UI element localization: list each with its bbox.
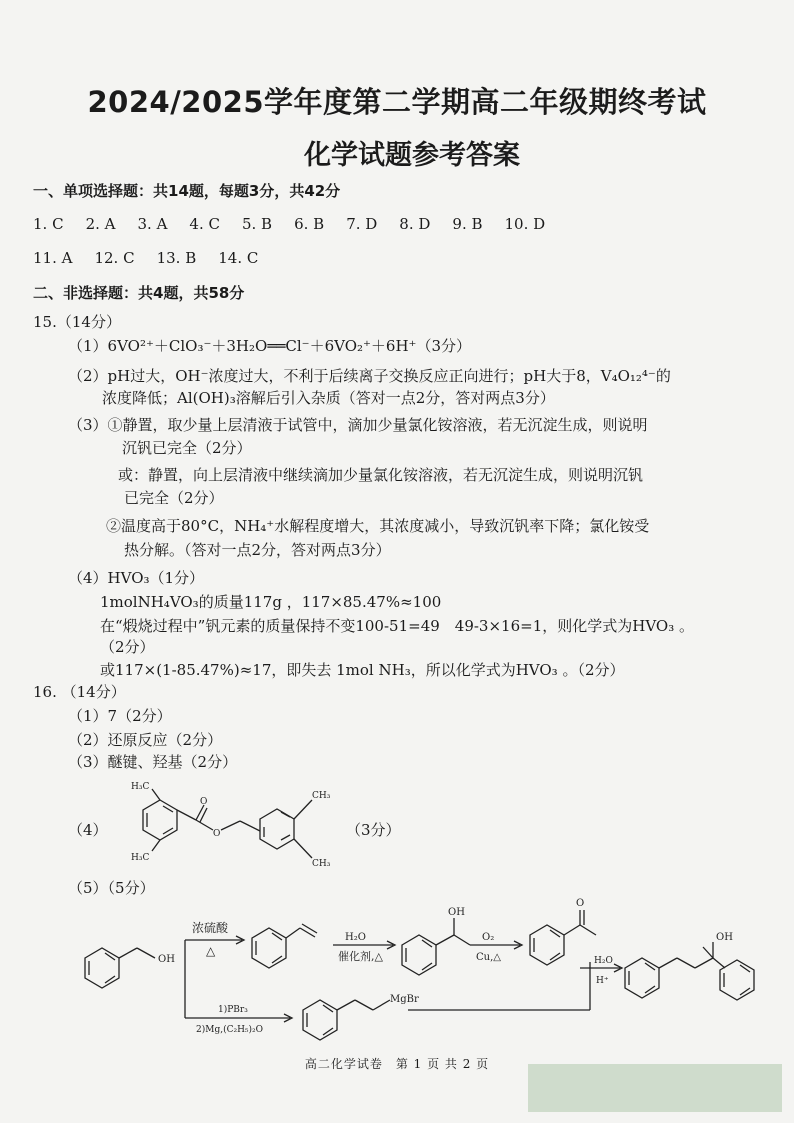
synthesis-label: H₂O	[345, 932, 366, 943]
q15-part3-line2: 沉钒已完全（2分）	[122, 439, 252, 457]
synthesis-label: H₂O	[594, 956, 613, 966]
answer-item: 3. A	[137, 215, 168, 233]
answers-row-2	[33, 248, 280, 268]
q15-part2-line2: 浓度降低；Al(OH)₃溶解后引入杂质（答对一点2分，答对两点3分）	[102, 389, 555, 407]
exam-title: 2024/2025学年度第二学期高二年级期终考试	[87, 85, 707, 119]
synthesis-label: OH	[716, 932, 733, 943]
answer-item: 7. D	[346, 215, 378, 233]
answer-item: 12. C	[94, 249, 135, 267]
q15-part3-line4: 已完全（2分）	[124, 489, 224, 507]
synthesis-label: OH	[448, 907, 465, 918]
synthesis-label: 2)Mg,(C₂H₅)₂O	[196, 1025, 264, 1035]
q16-part1: （1）7（2分）	[68, 707, 172, 725]
answer-item: 13. B	[156, 249, 197, 267]
synthesis-route-diagram	[50, 895, 770, 1045]
synthesis-label: H⁺	[596, 976, 609, 986]
q15-part2-line1: （2）pH过大，OH⁻浓度过大，不利于后续离子交换反应正向进行；pH大于8，V₄O₁₂⁴⁻的	[68, 367, 671, 385]
q16-part5: （5）（5分）	[68, 879, 155, 897]
synthesis-label: 催化剂,△	[338, 950, 383, 963]
corner-patch	[528, 1064, 782, 1112]
answer-item: 5. B	[241, 215, 273, 233]
q16-part4-label: （4）	[68, 821, 108, 839]
q15-part3-line5: ②温度高于80°C，NH₄⁺水解程度增大，其浓度减小，导致沉钒率下降；氯化铵受	[106, 517, 650, 535]
structure-label: CH₃	[312, 791, 331, 801]
q15-part3-line6: 热分解。（答对一点2分，答对两点3分）	[124, 541, 391, 559]
q16-part3: （3）醚键、羟基（2分）	[68, 753, 238, 771]
synthesis-label: 浓硫酸	[192, 921, 229, 935]
answer-item: 6. B	[294, 215, 325, 233]
synthesis-label: Cu,△	[476, 952, 501, 963]
q15-part1: （1）6VO²⁺＋ClO₃⁻＋3H₂O══Cl⁻＋6VO₂⁺＋6H⁺（3分）	[68, 337, 472, 355]
answers-row-1	[33, 214, 567, 234]
ester-structure-diagram	[100, 770, 350, 870]
q15-part3-line1: （3）①静置，取少量上层清液于试管中，滴加少量氯化铵溶液，若无沉淀生成，则说明	[68, 416, 648, 434]
q16-part2: （2）还原反应（2分）	[68, 731, 223, 749]
answer-item: 4. C	[189, 215, 220, 233]
structure-label: O	[213, 829, 221, 839]
q15-part4-line2: 1molNH₄VO₃的质量117g ，117×85.47%≈100	[100, 593, 442, 611]
answer-item: 1. C	[33, 215, 64, 233]
exam-subtitle: 化学试题参考答案	[304, 140, 520, 171]
synthesis-label: OH	[158, 954, 175, 965]
answer-item: 9. B	[452, 215, 483, 233]
section1-heading: 一、单项选择题：共14题，每题3分，共42分	[33, 182, 341, 200]
q15-part4-line3: 在“煅烧过程中”钒元素的质量保持不变100-51=49 49-3×16=1，则化学式为HVO₃ 。	[100, 617, 694, 635]
q15-label: 15.（14分）	[33, 313, 121, 331]
answer-item: 14. C	[218, 249, 259, 267]
synthesis-label: O	[576, 898, 585, 909]
structure-label: H₃C	[131, 853, 150, 863]
q15-part4-line1: （4）HVO₃（1分）	[68, 569, 205, 587]
answer-item: 11. A	[33, 249, 73, 267]
structure-label: O	[200, 797, 208, 807]
q15-part4-line4: （2分）	[100, 638, 155, 656]
section2-heading: 二、非选择题：共4题，共58分	[33, 284, 245, 302]
structure-label: H₃C	[131, 782, 150, 792]
answer-item: 10. D	[504, 215, 546, 233]
structure-label: CH₃	[312, 859, 331, 869]
q15-part4-line5: 或117×(1-85.47%)≈17，即失去 1mol NH₃，所以化学式为HVO₃ 。（2分）	[100, 661, 625, 679]
synthesis-label: 1)PBr₃	[218, 1005, 248, 1015]
synthesis-label: △	[206, 944, 216, 958]
synthesis-label: O₂	[482, 932, 495, 943]
synthesis-label: MgBr	[390, 994, 419, 1005]
page-footer: 高二化学试卷 第 1 页 共 2 页	[304, 1057, 490, 1071]
q16-part4-score: （3分）	[346, 821, 401, 839]
answer-item: 2. A	[85, 215, 116, 233]
answer-item: 8. D	[399, 215, 431, 233]
q16-label: 16. （14分）	[33, 683, 126, 701]
q15-part3-line3: 或：静置，向上层清液中继续滴加少量氯化铵溶液，若无沉淀生成，则说明沉钒	[118, 466, 644, 484]
